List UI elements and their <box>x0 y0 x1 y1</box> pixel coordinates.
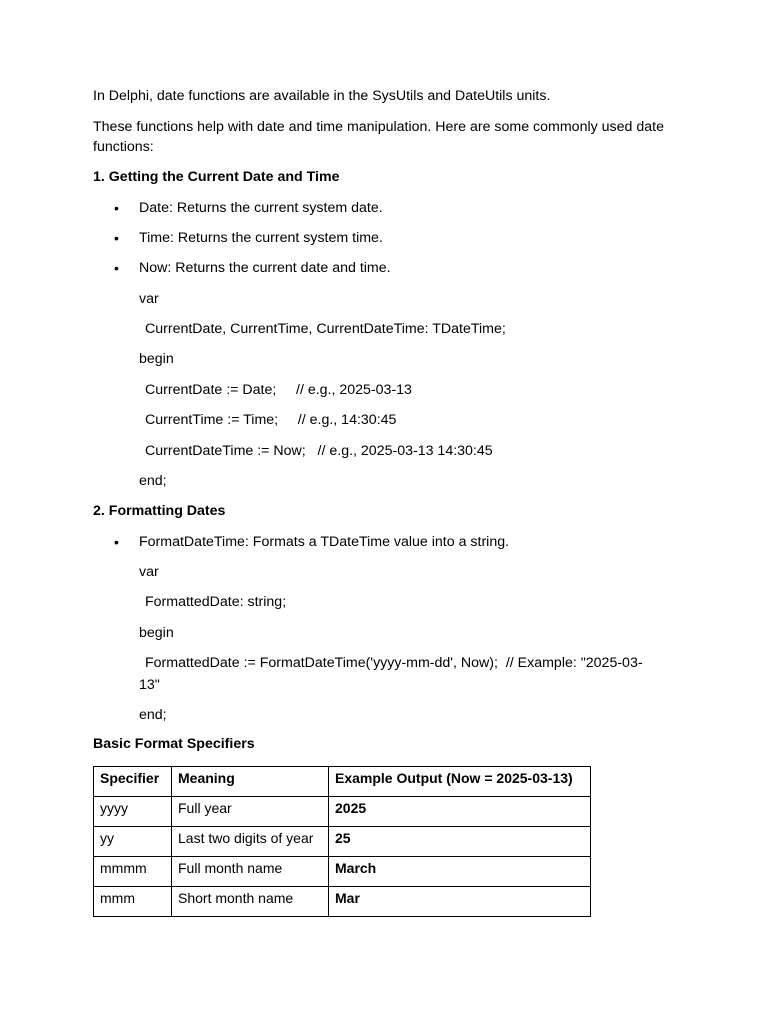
table-cell: mmm <box>94 887 172 917</box>
table-cell: Mar <box>329 887 591 917</box>
code-line: end; <box>139 707 167 723</box>
table-cell: 25 <box>329 827 591 857</box>
section-2-heading: 2. Formatting Dates <box>93 503 226 519</box>
code-line: end; <box>139 473 167 489</box>
code-line: var <box>139 291 159 307</box>
bullet-item-formatdatetime: FormatDateTime: Formats a TDateTime value into a string. <box>139 534 510 550</box>
table-cell: Full year <box>172 797 329 827</box>
table-cell: Short month name <box>172 887 329 917</box>
table-row <box>94 857 591 887</box>
table-cell: mmmm <box>94 857 172 887</box>
code-line: FormattedDate: string; <box>145 594 287 610</box>
code-line: CurrentDate, CurrentTime, CurrentDateTime: TDateTime; <box>145 321 506 337</box>
column-header: Example Output (Now = 2025-03-13) <box>329 767 591 797</box>
table-cell: Last two digits of year <box>172 827 329 857</box>
code-line: begin <box>139 351 174 367</box>
table-cell: yy <box>94 827 172 857</box>
bullet-dot-icon: • <box>114 200 119 216</box>
code-line-continuation: 13" <box>139 677 160 693</box>
intro-paragraph-2: These functions help with date and time manipulation. Here are some commonly used date functions: <box>93 119 664 155</box>
column-header: Meaning <box>172 767 329 797</box>
table-row <box>94 827 591 857</box>
bullet-item-now: Now: Returns the current date and time. <box>139 260 391 276</box>
format-specifiers-table <box>93 766 591 917</box>
code-line: FormattedDate := FormatDateTime('yyyy-mm-dd', Now); // Example: "2025-03- <box>145 655 643 671</box>
table-row <box>94 887 591 917</box>
table-header-row <box>94 767 591 797</box>
format-specifiers-heading: Basic Format Specifiers <box>93 736 255 752</box>
table-row <box>94 797 591 827</box>
table-cell: March <box>329 857 591 887</box>
section-1-heading: 1. Getting the Current Date and Time <box>93 169 340 185</box>
bullet-dot-icon: • <box>114 260 119 276</box>
table-cell: Full month name <box>172 857 329 887</box>
bullet-item-time: Time: Returns the current system time. <box>139 230 383 246</box>
bullet-dot-icon: • <box>114 534 119 550</box>
code-line: CurrentDate := Date; // e.g., 2025-03-13 <box>145 382 412 398</box>
table-cell: 2025 <box>329 797 591 827</box>
intro-paragraph-1: In Delphi, date functions are available in the SysUtils and DateUtils units. <box>93 88 551 104</box>
code-line: CurrentDateTime := Now; // e.g., 2025-03-13 14:30:45 <box>145 443 493 459</box>
bullet-dot-icon: • <box>114 230 119 246</box>
column-header: Specifier <box>94 767 172 797</box>
bullet-item-date: Date: Returns the current system date. <box>139 200 383 216</box>
code-line: CurrentTime := Time; // e.g., 14:30:45 <box>145 412 397 428</box>
code-line: begin <box>139 625 174 641</box>
table-cell: yyyy <box>94 797 172 827</box>
code-line: var <box>139 564 159 580</box>
